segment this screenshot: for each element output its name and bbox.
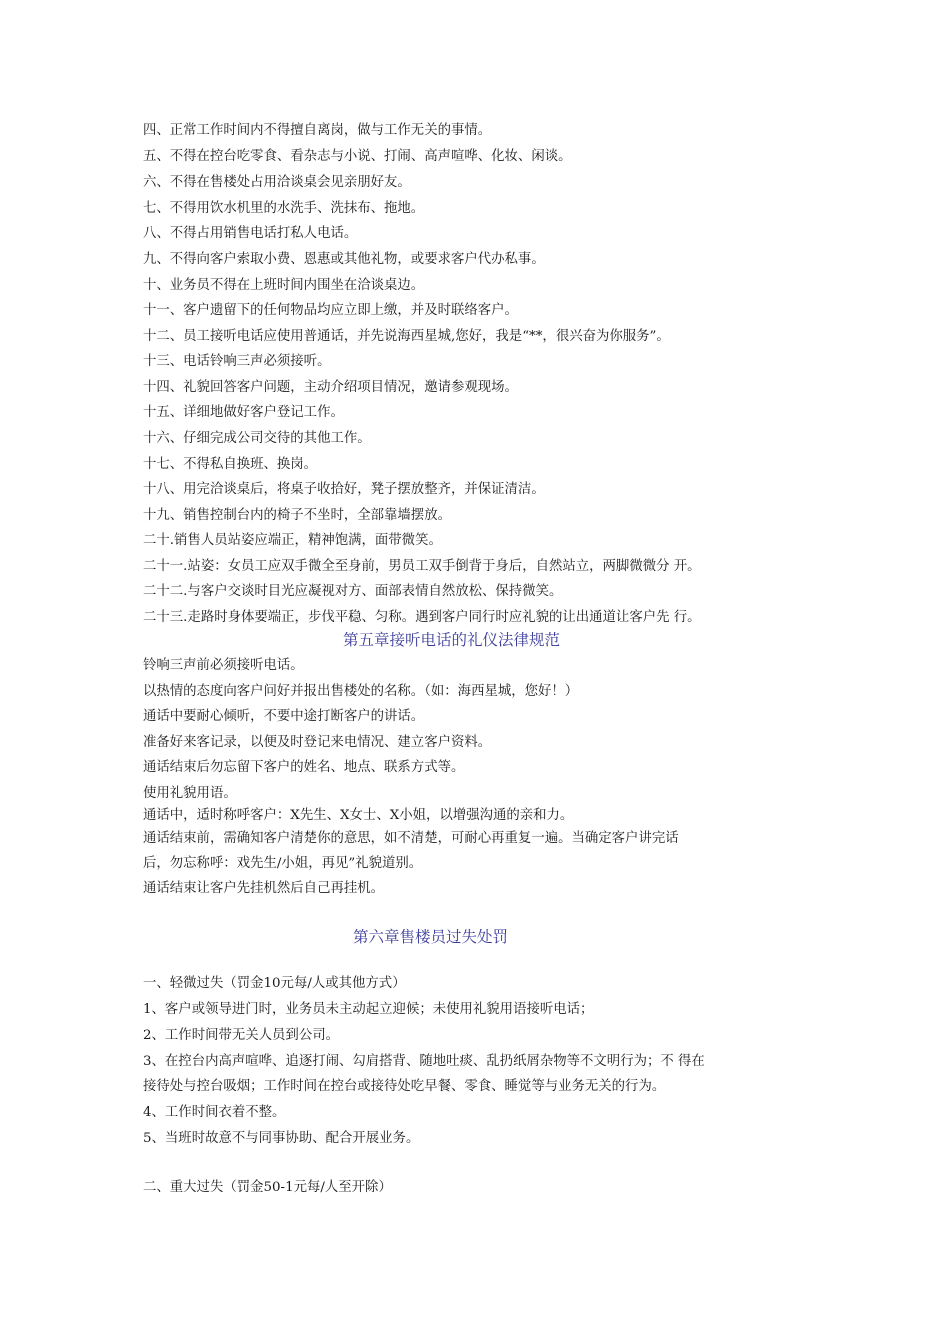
chapter6-line: 二、重大过失（罚金50-1元每/人至开除）: [143, 1180, 392, 1195]
chapter6-line: 4、工作时间衣着不整。: [143, 1105, 286, 1120]
rule-17: 十七、不得私自换班、换岗。: [143, 457, 318, 472]
chapter6-line: 2、工作时间带无关人员到公司。: [143, 1028, 339, 1043]
chapter6-line: 一、轻微过失（罚金10元每/人或其他方式）: [143, 976, 406, 991]
chapter5-line: 通话结束后勿忘留下客户的姓名、地点、联系方式等。: [143, 760, 465, 775]
chapter5-line: 以热情的态度向客户问好并报出售楼处的名称。（如：海西星城，您好！）: [143, 684, 579, 699]
chapter6-line: 3、在控台内高声喧哗、追逐打闹、勾肩搭背、随地吐痰、乱扔纸屑杂物等不文明行为；不 得在: [143, 1054, 705, 1069]
rule-19: 十九、销售控制台内的椅子不坐时，全部靠墙摆放。: [143, 508, 451, 523]
chapter5-line: 通话结束让客户先挂机然后自己再挂机。: [143, 881, 385, 896]
rule-13: 十三、电话铃响三声必须接听。: [143, 354, 331, 369]
rule-21: 二十一.站姿：女员工应双手微全至身前，男员工双手倒背于身后，自然站立，两脚微微分 开。: [143, 559, 701, 574]
chapter6-line: 1、客户或领导进门时，业务员未主动起立迎候；未使用礼貌用语接听电话；: [143, 1002, 594, 1017]
rule-20: 二十.销售人员站姿应端正，精神饱满，面带微笑。: [143, 533, 442, 548]
chapter6-line: 接待处与控台吸烟；工作时间在控台或接待处吃早餐、零食、睡觉等与业务无关的行为。: [143, 1079, 666, 1094]
rule-5: 五、不得在控台吃零食、看杂志与小说、打闹、高声喧哗、化妆、闲谈。: [143, 149, 572, 164]
rule-11: 十一、客户遗留下的任何物品均应立即上缴，并及时联络客户。: [143, 303, 518, 318]
rule-6: 六、不得在售楼处占用洽谈桌会见亲朋好友。: [143, 175, 411, 190]
chapter5-line: 通话中要耐心倾听，不要中途打断客户的讲话。: [143, 709, 425, 724]
chapter5-line: 铃响三声前必须接听电话。: [143, 658, 304, 673]
rule-10: 十、业务员不得在上班时间内围坐在洽谈桌边。: [143, 278, 425, 293]
rule-18: 十八、用完洽谈桌后，将桌子收拾好，凳子摆放整齐，并保证清洁。: [143, 482, 545, 497]
rule-8: 八、不得占用销售电话打私人电话。: [143, 226, 358, 241]
rule-23: 二十三.走路时身体要端正，步伐平稳、匀称。遇到客户同行时应礼貌的让出通道让客户先 行。: [143, 610, 701, 625]
rule-4: 四、正常工作时间内不得擅自离岗，做与工作无关的事情。: [143, 123, 492, 138]
chapter5-line: 后，勿忘称呼：戏先生/小姐，再见”礼貌道别。: [143, 856, 423, 871]
rule-9: 九、不得向客户索取小费、恩惠或其他礼物，或要求客户代办私事。: [143, 252, 545, 267]
rule-7: 七、不得用饮水机里的水洗手、洗抹布、拖地。: [143, 201, 425, 216]
chapter6-heading: 第六章售楼员过失处罚: [353, 928, 509, 946]
rule-14: 十四、礼貌回答客户问题，主动介绍项目情况，邀请参观现场。: [143, 380, 518, 395]
chapter5-line: 使用礼貌用语。: [143, 786, 237, 801]
rule-12: 十二、员工接听电话应使用普通话，并先说海西星城,您好，我是“**，很兴奋为你服务”。: [143, 329, 670, 344]
chapter6-line: 5、当班时故意不与同事协助、配合开展业务。: [143, 1131, 420, 1146]
chapter5-line: 准备好来客记录，以便及时登记来电情况、建立客户资料。: [143, 735, 492, 750]
chapter5-line: 通话结束前，需确知客户清楚你的意思，如不清楚，可耐心再重复一遍。当确定客户讲完话: [143, 831, 679, 846]
rule-22: 二十二.与客户交谈时目光应凝视对方、面部表情自然放松、保持微笑。: [143, 584, 563, 599]
rule-16: 十六、仔细完成公司交待的其他工作。: [143, 431, 371, 446]
chapter5-heading: 第五章接听电话的礼仪法律规范: [343, 631, 561, 649]
rule-15: 十五、详细地做好客户登记工作。: [143, 405, 344, 420]
chapter5-line: 通话中，适时称呼客户：X先生、X女士、X小姐，以增强沟通的亲和力。: [143, 808, 574, 823]
